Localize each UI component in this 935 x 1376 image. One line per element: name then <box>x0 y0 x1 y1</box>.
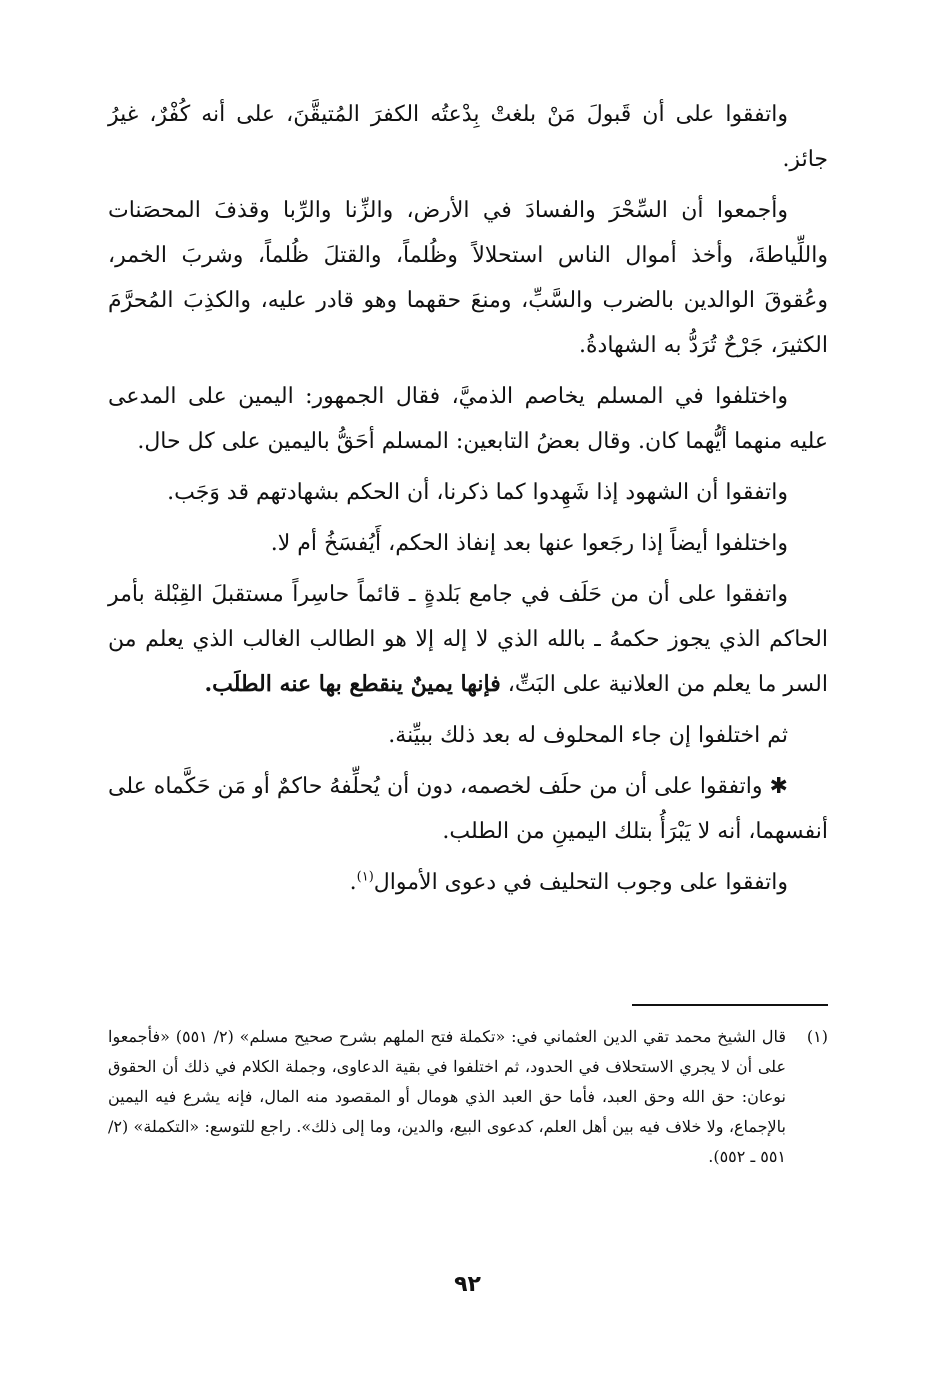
main-text <box>108 92 828 905</box>
paragraph-6 <box>108 572 828 707</box>
paragraph-9-text: واتفقوا على وجوب التحليف في دعوى الأموال <box>373 870 788 895</box>
page-number: ٩٢ <box>454 1272 481 1297</box>
footnote-ref: (١) <box>356 869 374 885</box>
paragraph-6-text: واتفقوا على أن من حَلَف في جامع بَلدةٍ ـ قائماً حاسِراً مستقبلَ القِبْلة بأمر الحاكم الذي يجوز حكمهُ ـ بالله الذي لا إله إلا هو الطالب الغالب الذي يعلم من السر ما يعلم من العلانية على البَتِّ، <box>108 582 828 697</box>
paragraph-3: واختلفوا في المسلم يخاصم الذميَّ، فقال الجمهور: اليمين على المدعى عليه منهما أيُّهما كان. وقال بعضُ التابعين: المسلم أحَقُّ باليمين على كل حال. <box>108 384 828 454</box>
paragraph-4: واتفقوا أن الشهود إذا شَهِدوا كما ذكرنا، أن الحكم بشهادتهم قد وَجَب. <box>167 480 788 505</box>
footnote <box>108 1022 828 1172</box>
paragraph-8: ✱ واتفقوا على أن من حلَف لخصمه، دون أن يُحلِّفهُ حاكمٌ أو مَن حَكَّماه على أنفسهما، أنه لا يَبْرَأُ بتلك اليمينِ من الطلب. <box>108 774 828 844</box>
footnote-text: قال الشيخ محمد تقي الدين العثماني في: «تكملة فتح الملهم بشرح صحيح مسلم» (٢/ ٥٥١) «فأجمعوا على أن لا يجري الاستحلاف في الحدود، ثم اختلفوا في بقية الدعاوى، وجملة الكلام في ذلك أن الحقوق نوعان: حق الله وحق العبد، فأما حق العبد الذي هومال أو المقصود منه المال، فإنه يشرع فيه اليمين بالإجماع، ولا خلاف فيه بين أهل العلم، كدعوى البيع، والدين، وما إلى ذلك». راجع للتوسع: «التكملة» (٢/ ٥٥١ ـ ٥٥٢). <box>108 1027 787 1166</box>
paragraph-5: واختلفوا أيضاً إذا رجَعوا عنها بعد إنفاذ الحكم، أَيُفسَخُ أم لا. <box>270 531 788 556</box>
page-body <box>108 92 828 1166</box>
footnote-number: (١) <box>806 1027 828 1046</box>
paragraph-2: وأجمعوا أن السِّحْرَ والفسادَ في الأرض، والزِّنا والرِّبا وقذفَ المحصَنات واللِّياطةَ، وأخذ أموال الناس استحلالاً وظُلماً، والقتلَ ظُلماً، وشربَ الخمر، وعُقوقَ الوالدين بالضرب والسَّبِّ، ومنعَ حقهما وهو قادر عليه، والكذِبَ المُحرَّمَ الكثيرَ، جَرْحٌ تُرَدُّ به الشهادةُ. <box>108 198 828 358</box>
footnote-separator <box>632 1004 828 1006</box>
paragraph-9-tail: . <box>349 870 357 895</box>
paragraph-6-bold: فإنها يمينٌ ينقطع بها عنه الطلَب. <box>204 671 501 697</box>
paragraph-9 <box>108 860 828 905</box>
paragraph-1: واتفقوا على أن قَبولَ مَنْ بلغتْ بِدْعتُه الكفرَ المُتيقَّنَ، على أنه كُفْرٌ، غيرُ جائز. <box>108 102 828 172</box>
paragraph-7: ثم اختلفوا إن جاء المحلوف له بعد ذلك ببيِّنة. <box>388 723 788 748</box>
